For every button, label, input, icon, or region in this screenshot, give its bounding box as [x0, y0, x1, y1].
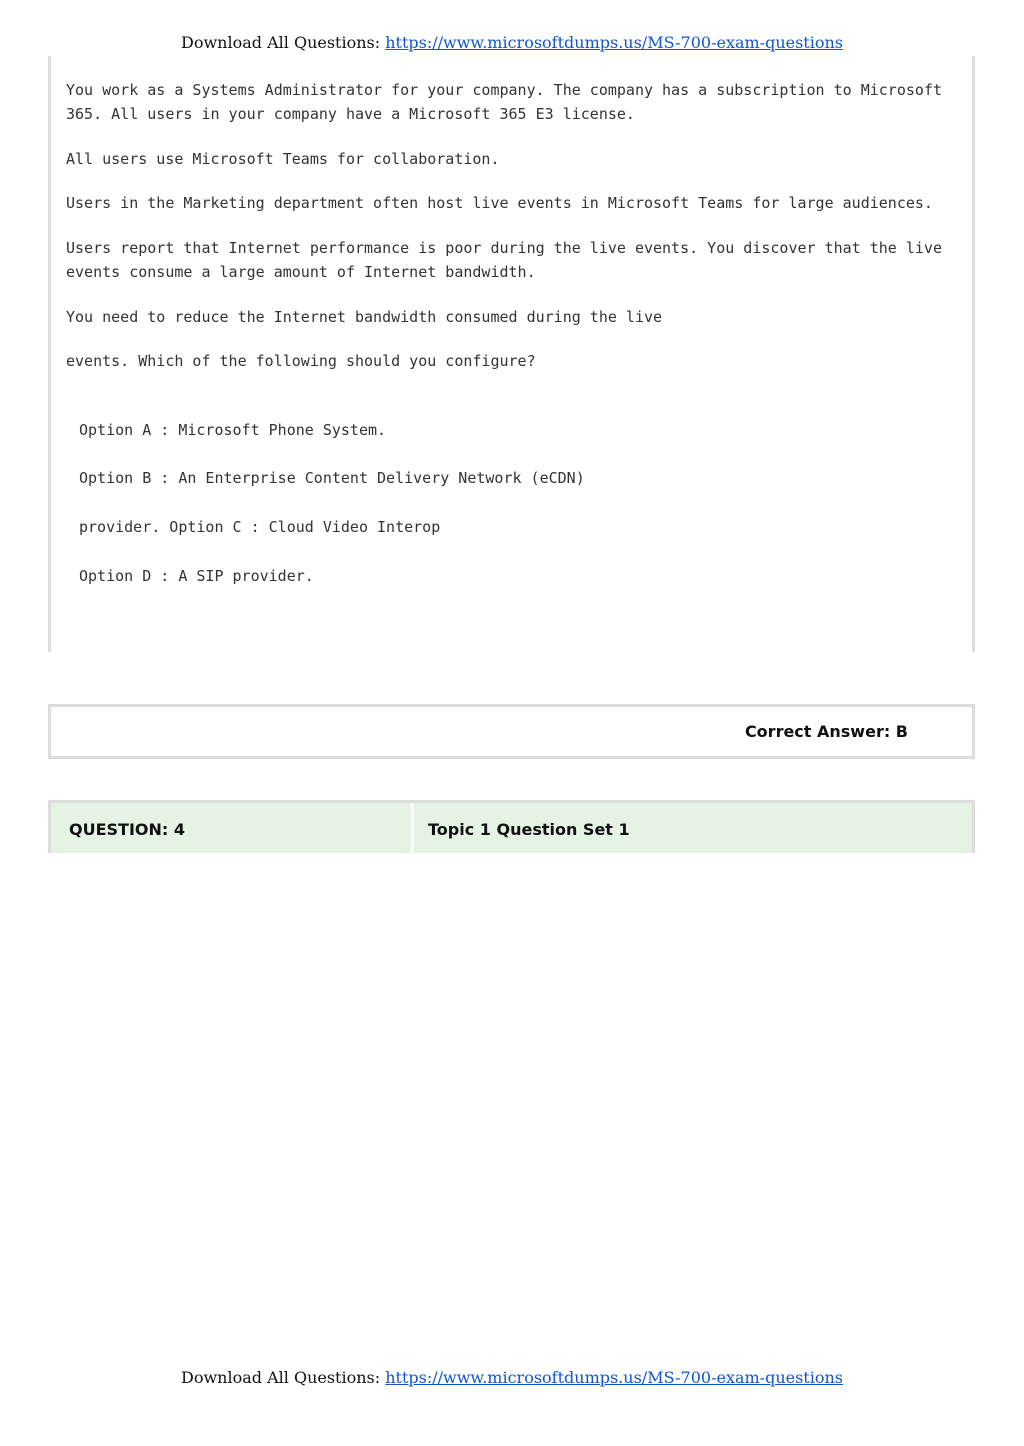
question-panel — [48, 56, 975, 652]
option-c: provider. Option C : Cloud Video Interop — [79, 518, 441, 536]
footer-label: Download All Questions: — [181, 1368, 386, 1387]
footer-download-link[interactable]: https://www.microsoftdumps.us/MS-700-exam-questions — [385, 1368, 843, 1387]
option-d: Option D : A SIP provider. — [79, 567, 314, 585]
question-header-row — [48, 800, 975, 853]
page-footer — [0, 1368, 1024, 1387]
question-topic: Topic 1 Question Set 1 — [428, 820, 630, 839]
header-label: Download All Questions: — [181, 33, 386, 52]
page-header — [0, 33, 1024, 52]
question-paragraph: events. Which of the following should you configure? — [66, 352, 536, 370]
header-download-link[interactable]: https://www.microsoftdumps.us/MS-700-exam-questions — [385, 33, 843, 52]
option-b: Option B : An Enterprise Content Delivery Network (eCDN) — [79, 469, 585, 487]
option-a: Option A : Microsoft Phone System. — [79, 421, 387, 439]
question-number: QUESTION: 4 — [69, 820, 186, 839]
header-divider — [411, 803, 414, 853]
question-paragraph: Users report that Internet performance is poor during the live events. You discover that the live events consume a large amount of Internet bandwidth. — [66, 239, 942, 281]
question-paragraph: All users use Microsoft Teams for collaboration. — [66, 150, 500, 168]
answer-box — [48, 704, 975, 759]
question-paragraph: You need to reduce the Internet bandwidth consumed during the live — [66, 308, 663, 326]
question-paragraph: Users in the Marketing department often host live events in Microsoft Teams for large audiences. — [66, 194, 933, 212]
question-paragraph: You work as a Systems Administrator for your company. The company has a subscription to Microsoft 365. All users in your company have a Microsoft 365 E3 license. — [66, 81, 942, 123]
correct-answer: Correct Answer: B — [744, 722, 908, 741]
